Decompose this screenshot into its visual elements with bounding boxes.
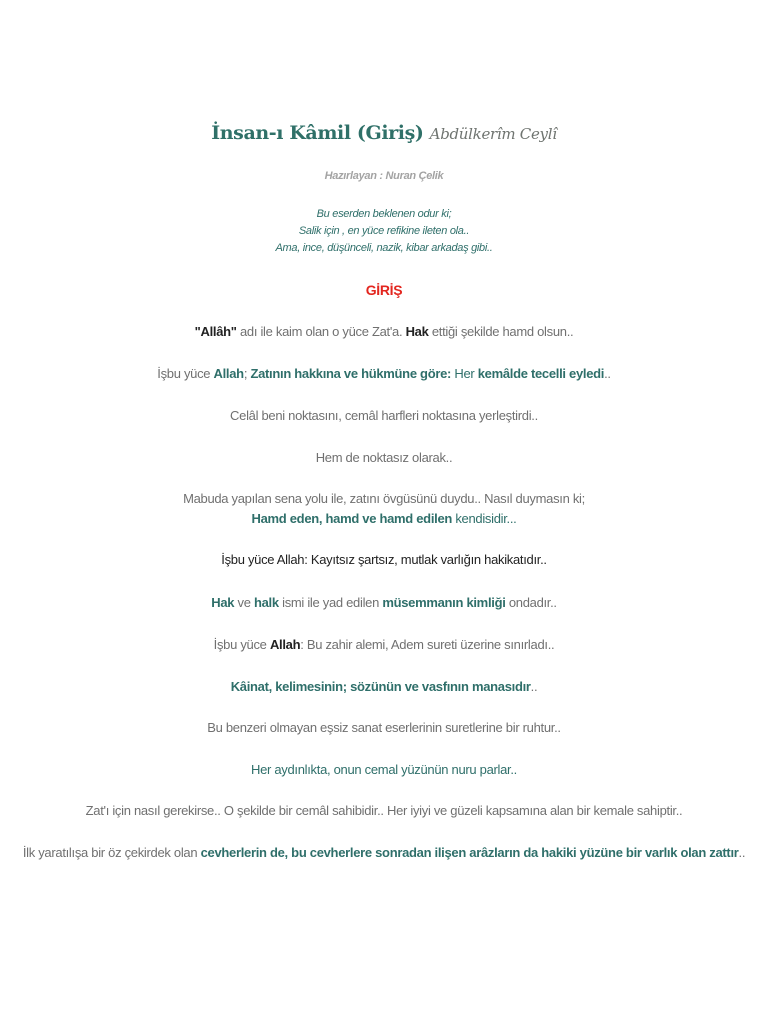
p7-ve: ve [234,595,254,610]
paragraph-4: Hem de noktasız olarak.. [315,450,453,465]
byline: Hazırlayan : Nuran Çelik [324,170,444,182]
p1-text: adı ile kaim olan o yüce Zat'a. [236,324,406,339]
paragraph-11: Her aydınlıkta, onun cemal yüzünün nuru parlar.. [251,762,517,777]
paragraph-7 [0,595,768,610]
p5-hamd: Hamd eden, hamd ve hamd edilen [251,511,453,526]
paragraph-5-line-1: Mabuda yapılan sena yolu ile, zatını övgüsünü duydu.. Nasıl duymasın ki; [183,491,585,506]
paragraph-9 [0,679,768,694]
p2-kemal: kemâlde tecelli eyledi [477,366,605,381]
p7-halk: halk [253,595,279,610]
epigraph-line-2: Salik için , en yüce refikine ileten ola.. [298,225,470,237]
paragraph-10: Bu benzeri olmayan eşsiz sanat eserlerinin suretlerine bir ruhtur.. [207,720,561,735]
p5-end: kendisidir... [452,511,517,526]
paragraph-2 [0,366,768,381]
epigraph-line-3: Ama, ince, düşünceli, nazik, kibar arkadaş gibi.. [275,242,493,254]
p1-hak: Hak [405,324,429,339]
p13-cevher: cevherlerin de, bu cevherlere sonradan ilişen arâzların da hakiki yüzüne bir varlık olan zattır [200,845,739,860]
p8-allah: Allah [269,637,301,652]
p7-hak: Hak [211,595,235,610]
p2-sep: ; [243,366,251,381]
paragraph-13 [0,845,768,860]
p1-text-end: ettiği şekilde hamd olsun.. [428,324,574,339]
epigraph-line-1: Bu eserden beklenen odur ki; [316,208,452,220]
paragraph-5-line-2 [0,511,768,526]
p7-musemma: müsemmanın kimliği [382,595,506,610]
p2-her: Her [451,366,478,381]
p8-text: İşbu yüce [213,637,270,652]
paragraph-6: İşbu yüce Allah: Kayıtsız şartsız, mutlak varlığın hakikatıdır.. [221,552,547,567]
paragraph-3: Celâl beni noktasını, cemâl harfleri noktasına yerleştirdi.. [230,408,538,423]
section-heading: GİRİŞ [365,282,403,298]
p8-end: : Bu zahir alemi, Adem sureti üzerine sınırladı.. [300,637,555,652]
p9-end: .. [530,679,538,694]
paragraph-8 [0,637,768,652]
p2-zat: Zatının hakkına ve hükmüne göre: [250,366,452,381]
paragraph-12: Zat'ı için nasıl gerekirse.. O şekilde bir cemâl sahibidir.. Her iyiyi ve güzeli kapsamına alan bir kemale sahiptir.. [85,803,683,818]
p2-text: İşbu yüce [157,366,214,381]
p13-text: İlk yaratılışa bir öz çekirdek olan [22,845,201,860]
paragraph-1 [0,324,768,339]
author-name: Abdülkerîm Ceylî [429,125,557,143]
p1-allah: "Allâh" [194,324,237,339]
p7-end: ondadır.. [505,595,557,610]
title-text: İnsan-ı Kâmil (Giriş) [211,122,424,144]
document-title [0,122,768,144]
p2-allah: Allah [213,366,244,381]
p13-end: .. [738,845,746,860]
p2-end: .. [604,366,611,381]
p7-text: ismi ile yad edilen [278,595,383,610]
p9-kainat: Kâinat, kelimesinin; sözünün ve vasfının manasıdır [230,679,531,694]
